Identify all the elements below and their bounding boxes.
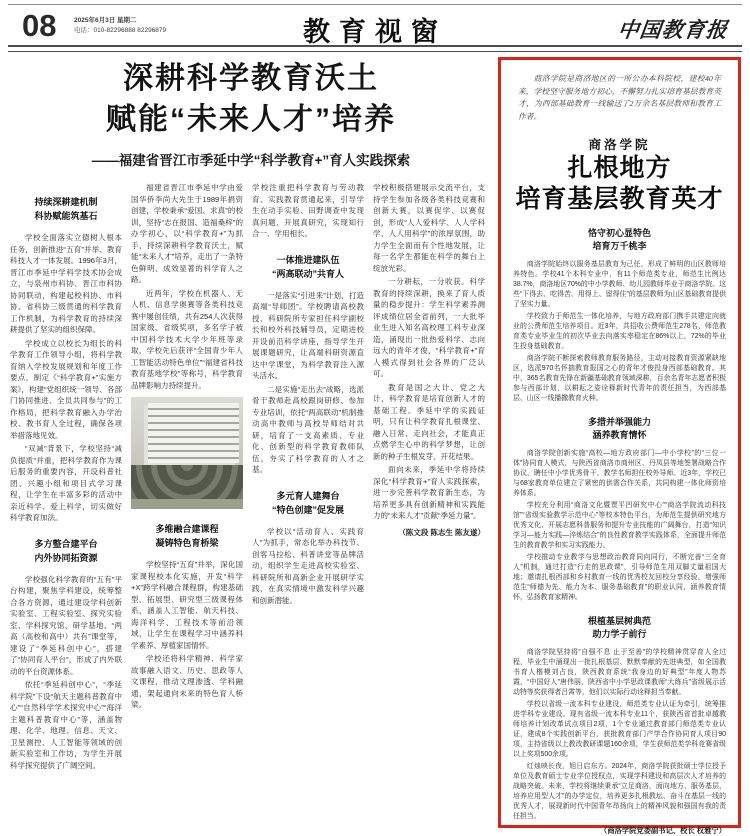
paragraph: 商洛学院创新实施“高校—地方政府部门—中小学校”的“三位一体”协同育人模式，与陕西省商洛市商州区、丹凤县等地签署战略合作协议，聘任中小学优秀骨干、教学名师担任校外导师。近3年，学校已与68家教育单位建立了紧密的供需合作关系，共同构建一体化师资培养体系。 <box>513 450 726 497</box>
date-line: 2025年6月3日 星期二 <box>74 17 137 24</box>
main-article <box>10 58 492 830</box>
header-bottom-rule <box>8 45 742 52</box>
article-subtitle: ——福建省晋江市季延中学“科学教育+”育人实践探索 <box>91 153 411 168</box>
article-column-2 <box>131 182 243 814</box>
photo-building <box>148 403 239 463</box>
photo-bushes <box>131 465 243 499</box>
paragraph: 教育是国之大计、党之大计，科学教育是培育创新人才的基础工程。季延中学的实践证明，只有让科学教育扎根课堂、融入日常、走向社会，才能真正点燃学生心中的科学梦想，让创新的种子生根发芽、开花结果。 <box>373 382 485 461</box>
paragraph: 学校成立以校长为组长的科学教育工作领导小组，将科学教育纳入学校发展规划和年度工作要点，制定《“科学教育+”实施方案》，构建“党组织统一领导、各部门协同推进、全员共同参与”的工作格局，把科学教育融入办学治校、教书育人全过程，确保各项举措落地见效。 <box>10 338 122 440</box>
paragraph: 商洛学院始终以服务基层教育为己任，形成了鲜明的山区教师培养特色。学校41个本科专业中，有11个师范类专业，师范生比例达38.7%，商洛地区70%的中小学教师、幼儿园教师毕业于商洛学院。这些“下得去、吃得苦、用得上、留得住”的基层教师为山区基础教育提供了坚实力量。 <box>513 261 726 308</box>
byline: （商洛学院党委副书记、校长 权雅宁） <box>599 826 726 835</box>
article-headline-line1: 深耕科学教育沃土 <box>123 62 379 95</box>
paragraph: 商洛学院坚持将“自强不息 止于至善”的学校精神贯穿育人全过程，毕业生中涌现出一批扎根基层、默默奉献的先进典型，如全国教书育人楷模刘占良，陕西教育系统“我身边的好典型”年度人物苏霞，“中国好人”唐伟丽，陕西省中小学思政课教师“大练兵”省级展示活动特等奖获得者吕霄等，他们以实际行动诠释担当奉献。 <box>513 649 726 696</box>
paragraph: 依托“季延科创中心”，“季延科学院”下设“航天主题科普教育中心”“自然科学学术探究中心”“海洋主题科普教育中心”等，涵盖物理、化学、地理、信息、天文、卫星测控、人工智能等领域的创新实验室和工作坊，为学生开展科学探究提供了广阔空间。 <box>10 680 122 770</box>
boxed-article-body <box>513 227 726 836</box>
paragraph: 红烛映长夜，旭日启东方。2024年，商洛学院获批硕士学位授予单位及教育硕士专业学位授权点，实现学科建设和高层次人才培养的战略突破。未来，学校将继续秉承“立足商洛，面向地方，服务基层，培养应用型人才”的办学定位，培养更多扎根教坛、奋斗在基层一线的优秀人才，展现新时代中国青年昂扬向上的精神风貌和强国有我的责任担当。 <box>513 763 726 820</box>
paragraph: 学校积极搭建展示交流平台，支持学生参加各级各类科技竞赛和创新大赛，以赛促学、以赛促创，形成“人人爱科学、人人学科学、人人用科学”的浓厚氛围，助力学生全面而有个性地发展，让每一名学生都能在科学的舞台上绽放光彩。 <box>373 183 485 273</box>
boxed-article-title-line2: 培育基层教育英才 <box>515 185 724 213</box>
page-number: 08 <box>22 8 57 43</box>
section-title: 教育视窗 <box>303 17 447 47</box>
phone-line: 电话：010-82296888 82296879 <box>74 26 167 34</box>
paragraph: 一是落实“引进来”计划，打造高端“导师团”。学校聘请高校教授、科研院所专家担任科学副校长和校外科技辅导员，定期进校开设前沿科学讲座，指导学生开展课题研究，让高端科研资源直达中学课堂，为科学教育注入源头活水。 <box>252 290 364 380</box>
article-column-3 <box>252 182 364 814</box>
paragraph: 面向未来，季延中学将持续深化“科学教育+”育人实践探索，进一步完善科学教育新生态，为培养更多具有创新精神和实践能力的“未来人才”贡献“季延力量”。 <box>373 465 485 520</box>
paragraph: “双减”背景下，学校坚持“减负提质”并重，把科学教育作为课后服务的重要内容，开设科普社团、兴趣小组和项目式学习课程，让学生在丰富多彩的活动中亲近科学、爱上科学，切实做好科学教育加法。 <box>10 444 122 522</box>
paragraph: 学校注重把科学教育与劳动教育、实践教育贯通起来，引导学生在动手实验、田野调查中发现真问题、开展真研究，实现知行合一、学用相长。 <box>252 183 364 238</box>
header-top-rule <box>8 4 742 5</box>
paragraph: 福建省晋江市季延中学由爱国华侨李尚大先生于1989年捐资创建，学校秉承“爱国、求真”的校训，坚持“志在报国、造福桑梓”的办学初心，以“科学教育+”为抓手，持续深耕科学教育沃土，赋能“未来人才”培养，走出了一条特色鲜明、成效显著的科学育人之路。 <box>131 183 243 284</box>
paragraph: 学校致力于师范生一体化培养，与地方政府部门携手共建定向就业的公费师范生培养项目。近3年，共招收公费师范生278名，师范教育类专业毕业生的初次毕业去向落实率稳定在86%以上，72%的毕业生投身基础教育。 <box>513 313 726 350</box>
section-subheading: 多元育人建舞台 “特色创建”促发展 <box>271 490 344 515</box>
paragraph: 二是实施“走出去”战略，选派骨干教师赴高校跟岗研修、参加专业培训，依托“两高联动”机制推动高中教师与高校导师结对共研，培育了一支高素质、专业化、创新型的科学教育教师队伍，夯实了科学教育的人才之基。 <box>252 384 364 474</box>
section-subheading: 多措并举强能力 涵养教育情怀 <box>587 417 651 440</box>
photo-grass <box>131 499 243 509</box>
section-subheading: 根植基层树典范 助力学子前行 <box>587 616 651 639</box>
paragraph: 学校推动专业教学与思想政治教育同向同行，不断完善“三全育人”机制，通过打造“行走的思政课”，引导师范生用双脚丈量祖国大地；邀请扎根西部和乡村教育一线的优秀校友回校分享经验，增强师范生“师德为先、能力为本、服务基础教育”的职业认同，涵养教育情怀，弘扬教育家精神。 <box>513 554 726 601</box>
paragraph: 学校以省级一流本科专业建设、师范类专业认证为牵引，统筹推进学科专业建设。现有省级一流本科专业11个，获陕西省首批卓越教师培养计划改革试点项目2项，1个专业通过教育部门师范类专业认证，建成8个实践创新平台，获批教育部门产学合作协同育人项目90项，主持省级以上教改教研课题160余项，学生获师范类学科竞赛省级以上奖项500余项。 <box>513 701 726 758</box>
right-boxed-article <box>498 57 741 835</box>
article-column-1 <box>10 182 122 814</box>
section-subheading: 一体推进建队伍 “两高联动”共育人 <box>271 254 344 279</box>
campus-photo <box>131 397 243 509</box>
paragraph: 学校以“活动育人、实践育人”为抓手，常态化举办科技节、创客马拉松、科普讲堂等品牌活动，组织学生走进高校实验室、科研院所和高新企业开展研学实践，在真实情境中激发科学兴趣和创新潜能。 <box>252 526 364 605</box>
section-subheading: 恪守初心显特色 培育万千桃李 <box>587 228 651 251</box>
paragraph: 学校强化科学教育的“五有”平台构建，聚焦学科建设，统筹整合各方资源，通过建设学科创新实验室、工程实验室、探究实验室、学科探究馆、研学基地、“两高（高校和高中）共有”课堂等，建设了“季延科创中心”，搭建了“协同育人平台”，形成了内外联动的平台资源体系。 <box>10 574 122 676</box>
article-columns <box>10 182 492 814</box>
article-headline-line2: 赋能“未来人才”培养 <box>106 103 396 136</box>
boxed-article-kicker: 商洛学院 <box>588 138 651 152</box>
paragraph: 学校充分利用“商洛文化暨贾平凹研究中心”“商洛学院流动科技馆”“省级实验教学示范中心”等校本特色平台，为师范生提供研究地方优秀文化、开展志愿科普服务和提升专业技能的广阔舞台，打造“知识学习—能力实践—淬炼结合”的良性教育教学实践体系，全面提升师范生的教育教学和实习实践能力。 <box>513 502 726 549</box>
byline: （陈文段 陈志生 陈友遂） <box>398 527 485 537</box>
boxed-article-title-line1: 扎根地方 <box>567 154 672 182</box>
section-subheading: 多维融合建课程 凝铸特色育桥梁 <box>155 524 219 548</box>
paragraph: 一分耕耘，一分收获。科学教育的持续深耕，换来了育人质量的稳步提升：学生科学素养测评成绩位居全省前列，一大批毕业生进入知名高校理工科专业深造，涌现出一批热爱科学、志向远大的青年才俊，“科学教育+”育人模式得到社会各界的广泛认可。 <box>373 277 485 378</box>
paragraph: 商洛学院不断探索教师教育服务路径，主动对接教育资源紧缺地区，选派970名怀揣教育报国之心的青年才俊投身西部基础教育。其中，365名教育先锋在新疆基础教育领域深耕，百余名青年志愿者积极参与西部计划，以耕耘之姿诠释新时代青年的责任担当，为西部基层、山区一线播撒教育火种。 <box>513 355 726 402</box>
section-subheading: 持续深耕建机制 科协赋能筑基石 <box>34 197 98 221</box>
article-column-4 <box>373 182 485 814</box>
section-subheading: 多方整合建平台 内外协同拓资源 <box>34 538 98 563</box>
newspaper-masthead: 中国教育报 <box>616 17 730 42</box>
page-header <box>8 9 742 45</box>
paragraph: 近两年，学校在机器人、无人机、信息学奥赛等各类科技竞赛中屡创佳绩，共有254人次获得国家级、省级奖项，多名学子被中国科学技术大学少年班等录取，学校先后获评“全国青少年人工智能活动特色单位”“福建省科技教育基地学校”等称号，科学教育品牌影响力持续提升。 <box>131 288 243 390</box>
paragraph: 学校还将科学精神、科学家故事融入语文、历史、思政等人文课程，推动文理渗透、学科融通，架起通向未来的特色育人桥梁。 <box>131 654 243 709</box>
boxed-article-intro: 商洛学院是商洛地区的一所公办本科院校，建校40年来，学校坚守服务地方初心，不懈努力扎实培育基层教育英才，为西部基础教育一线输送了2万余名基层教师和教育工作者。 <box>518 74 721 121</box>
paragraph: 学校坚持“五育”并举，深化国家课程校本化实施，开发“科学+X”跨学科融合课程群，构建基础型、拓展型、研究型三级课程体系，涵盖人工智能、航天科技、海洋科学、工程技术等前沿领域，让学生在课程学习中涵养科学素养、厚植家国情怀。 <box>131 560 243 650</box>
paragraph: 学校全面落实立德树人根本任务，创新推进“五育”并举、教育科技人才一体发展。1996年3月，晋江市季延中学科学技术协会成立，与泉州市科协、晋江市科协协同联动，构建起校科协、市科协、省科协三级贯通的科学教育工作机制，为科学教育的持续深耕提供了坚实的组织保障。 <box>10 233 122 334</box>
